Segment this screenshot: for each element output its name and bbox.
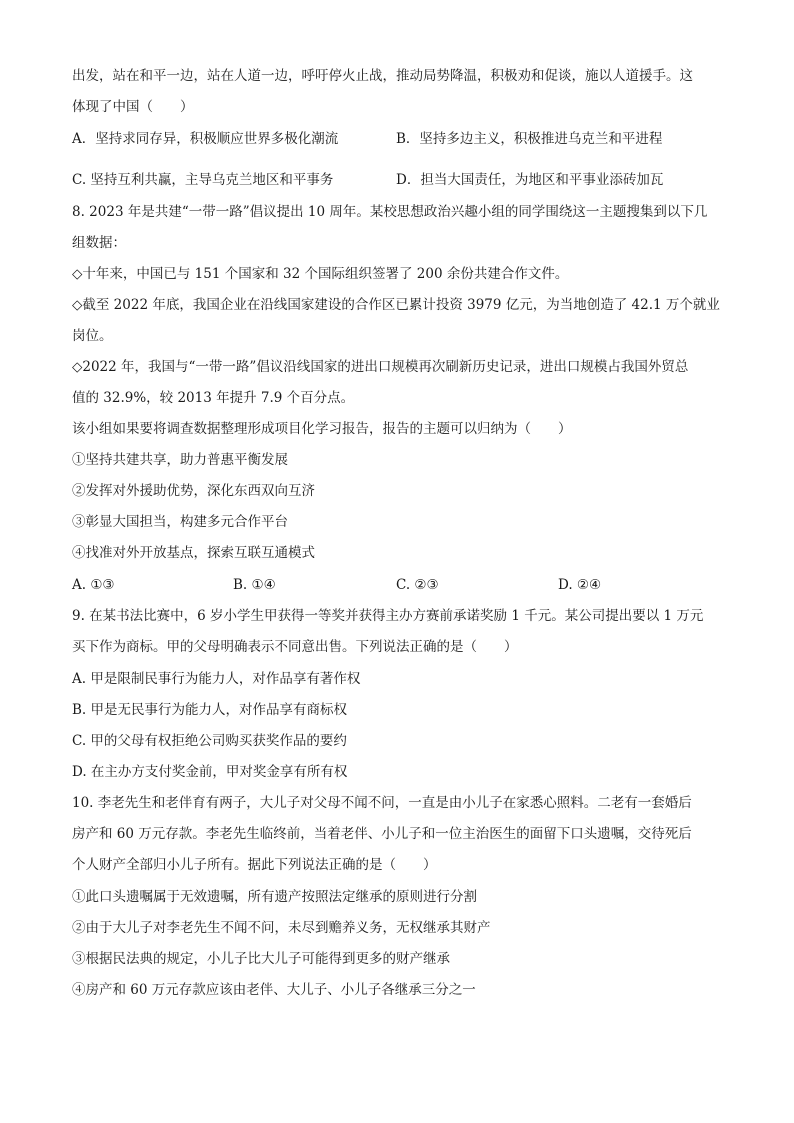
q8-item-3: ③彰显大国担当，构建多元合作平台	[72, 514, 288, 530]
q10-item-3: ③根据民法典的规定，小儿子比大儿子可能得到更多的财产继承	[72, 951, 450, 967]
q10-item-4: ④房产和 60 万元存款应该由老伴、大儿子、小儿子各继承三分之一	[72, 982, 476, 998]
q7-option-d: D．担当大国责任，为地区和平事业添砖加瓦	[396, 172, 664, 188]
q10-stem-line-2: 房产和 60 万元存款。李老先生临终前，当着老伴、小儿子和一位主治医生的面留下口头遗嘱，交待死后	[72, 826, 692, 842]
q9-option-d: D. 在主办方支付奖金前，甲对奖金享有所有权	[72, 764, 348, 780]
q7-stem-line-2: 体现了中国（ ）	[72, 99, 194, 115]
q8-data-1: ◇十年来，中国已与 151 个国家和 32 个国际组织签署了 200 余份共建合作文件。	[72, 266, 569, 282]
q10-stem-line-3: 个人财产全部归小儿子所有。据此下列说法正确的是（ ）	[72, 857, 437, 873]
q8-option-b: B. ①④	[233, 577, 276, 593]
q8-data-2-line-1: ◇截至 2022 年底，我国企业在沿线国家建设的合作区已累计投资 3979 亿元，为当地创造了 42.1 万个就业	[72, 297, 720, 313]
q8-question: 该小组如果要将调查数据整理形成项目化学习报告，报告的主题可以归纳为（ ）	[72, 421, 572, 437]
q9-stem-line-1: 9. 在某书法比赛中，6 岁小学生甲获得一等奖并获得主办方赛前承诺奖励 1 千元。某公司提出要以 1 万元	[72, 608, 704, 624]
q9-option-b: B. 甲是无民事行为能力人，对作品享有商标权	[72, 702, 348, 718]
q8-option-a: A. ①③	[72, 577, 115, 593]
q8-item-2: ②发挥对外援助优势，深化东西双向互济	[72, 483, 315, 499]
q10-item-2: ②由于大儿子对李老先生不闻不问，未尽到赡养义务，无权继承其财产	[72, 920, 491, 936]
q10-stem-line-1: 10. 李老先生和老伴育有两子，大儿子对父母不闻不问，一直是由小儿子在家悉心照料。二老有一套婚后	[72, 795, 692, 811]
q7-option-b: B．坚持多边主义，积极推进乌克兰和平进程	[396, 131, 663, 147]
q8-data-3-line-1: ◇2022 年，我国与“一带一路”倡议沿线国家的进出口规模再次刷新历史记录，进出口规模占我国外贸总	[72, 359, 689, 375]
q8-item-4: ④找准对外开放基点，探索互联互通模式	[72, 545, 315, 561]
q8-stem-line-2: 组数据：	[72, 235, 126, 251]
q8-data-3-line-2: 值的 32.9%，较 2013 年提升 7.9 个百分点。	[72, 390, 355, 406]
q9-option-a: A. 甲是限制民事行为能力人，对作品享有著作权	[72, 671, 361, 687]
q8-data-2-line-2: 岗位。	[72, 328, 113, 344]
q8-option-d: D. ②④	[558, 577, 602, 593]
q9-stem-line-2: 买下作为商标。甲的父母明确表示不同意出售。下列说法正确的是（ ）	[72, 639, 518, 655]
q9-option-c: C. 甲的父母有权拒绝公司购买获奖作品的要约	[72, 733, 347, 749]
q7-option-c: C. 坚持互利共赢，主导乌克兰地区和平事务	[72, 172, 334, 188]
q8-stem-line-1: 8. 2023 年是共建“一带一路”倡议提出 10 周年。某校思想政治兴趣小组的同学围绕这一主题搜集到以下几	[72, 204, 708, 220]
q8-option-c: C. ②③	[396, 577, 439, 593]
q8-item-1: ①坚持共建共享，助力普惠平衡发展	[72, 452, 288, 468]
q7-stem-line-1: 出发，站在和平一边，站在人道一边，呼吁停火止战，推动局势降温，积极劝和促谈，施以人道援手。这	[72, 68, 693, 84]
q10-item-1: ①此口头遗嘱属于无效遗嘱，所有遗产按照法定继承的原则进行分割	[72, 889, 477, 905]
q7-option-a: A．坚持求同存异，积极顺应世界多极化潮流	[72, 131, 339, 147]
